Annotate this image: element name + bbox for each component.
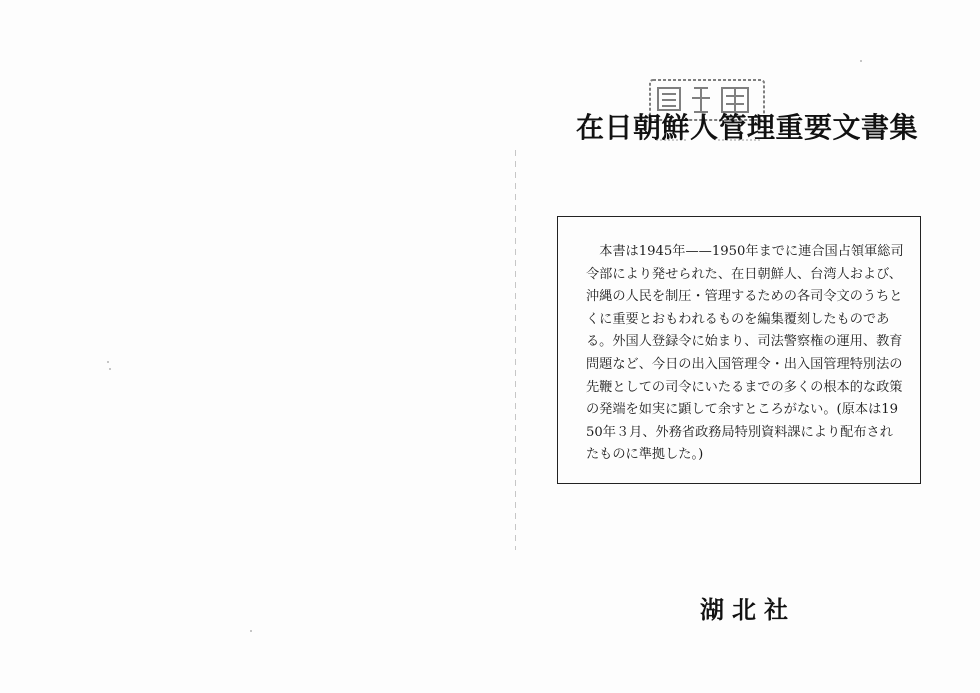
description-box [557,216,921,484]
paper-speck [109,368,111,370]
book-title: 在日朝鮮人管理重要文書集 [576,111,919,144]
paper-speck [860,60,862,62]
page-gutter-line [515,150,516,550]
paper-speck [107,361,109,363]
paper-speck [250,630,252,632]
description-text: 本書は1945年——1950年までに連合国占領軍総司令部により発せられた、在日朝鮮人、台湾人および、沖縄の人民を制圧・管理するための各司令文のうちとくに重要とおもわれるものを編集覆刻したものである。外国人登録令に始まり、司法警察権の運用、教育問題など、今日の出入国管理令・出入国管理特別法の先鞭としての司令にいたるまでの多くの根本的な政策の発端を如実に顕して余すところがない。(原本は1950年３月、外務省政務局特別資料課により配布されたものに準拠した。) [586,244,904,463]
publisher-name: 湖北社 [700,595,796,624]
